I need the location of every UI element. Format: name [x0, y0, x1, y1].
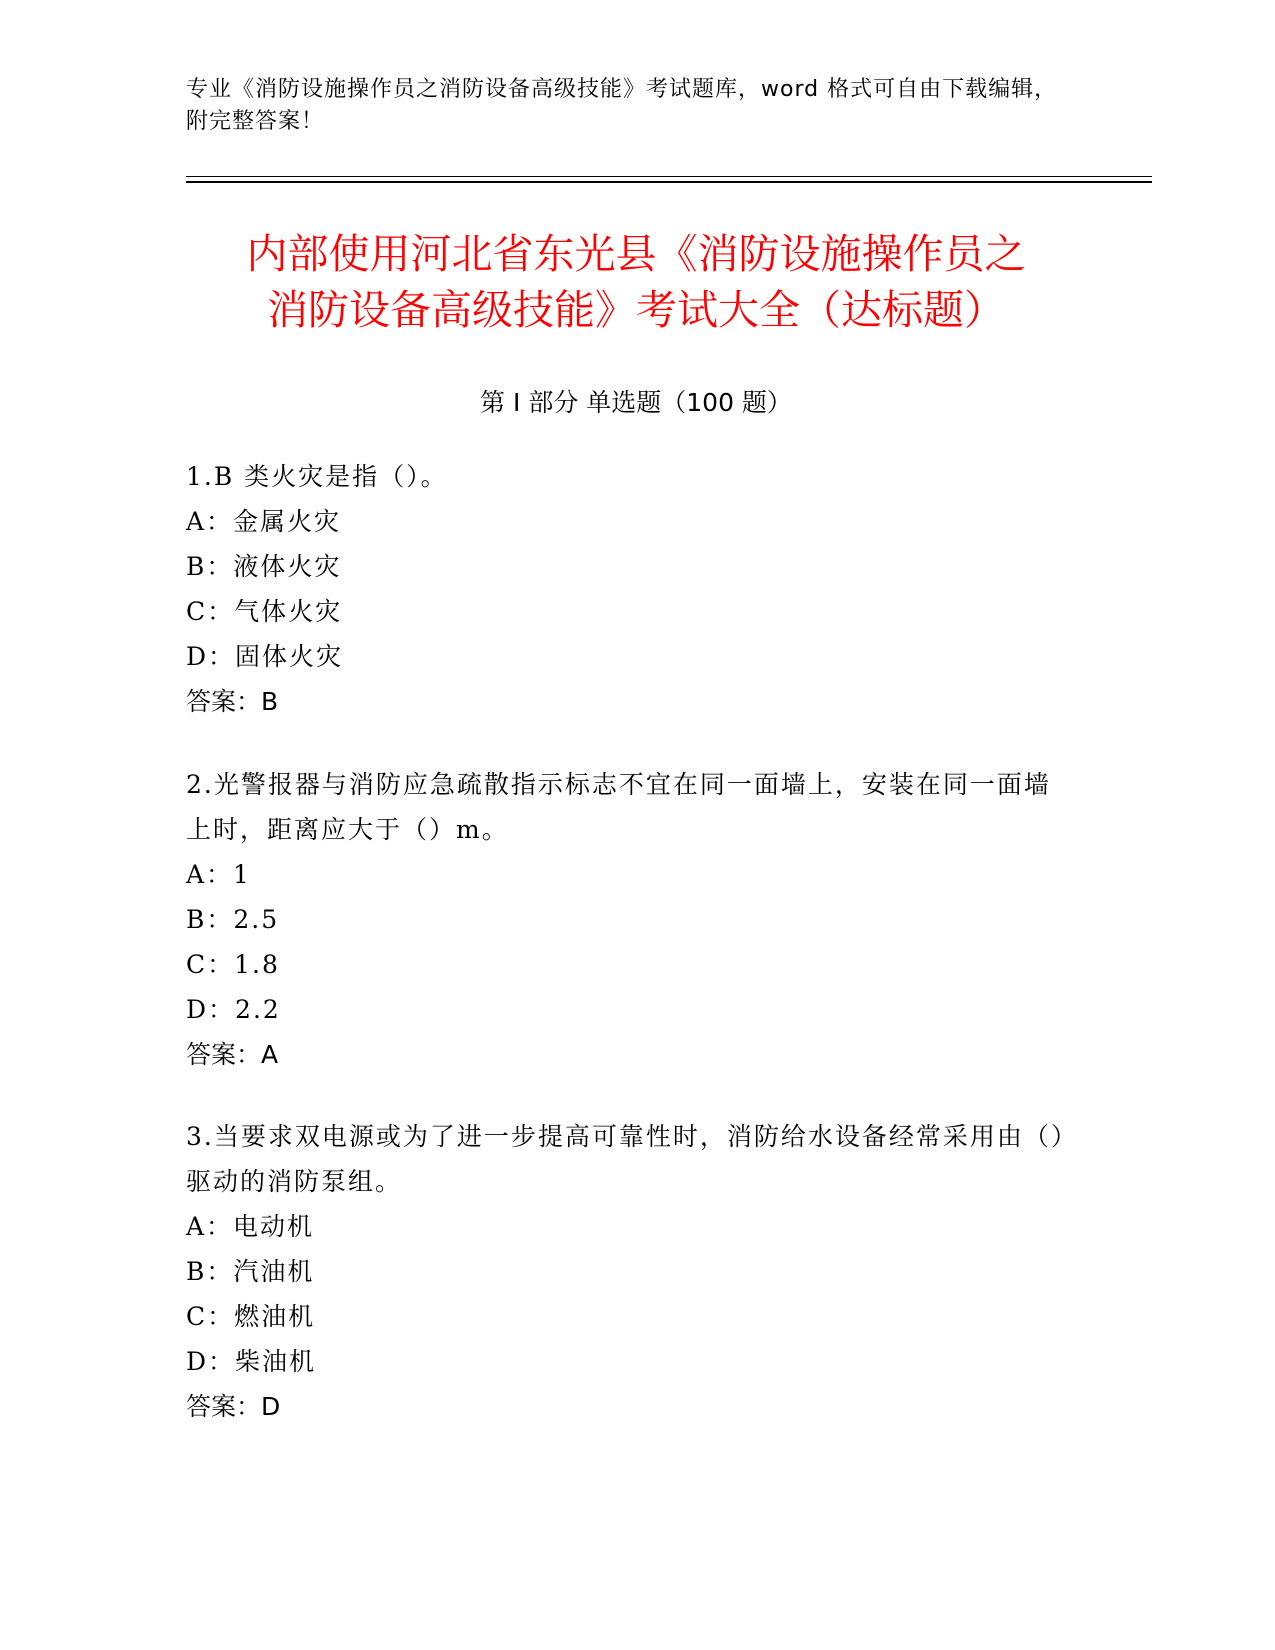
option-c: C：气体火灾 [186, 597, 343, 626]
header-divider-thin [186, 176, 1152, 177]
answer-text: 答案：A [186, 1040, 279, 1069]
answer-text: 答案：B [186, 687, 279, 716]
option-b: B：汽油机 [186, 1257, 315, 1286]
option-c: C：燃油机 [186, 1302, 316, 1331]
option-a: A：金属火灾 [186, 507, 342, 536]
document-title [186, 226, 1086, 338]
header-note: 专业《消防设施操作员之消防设备高级技能》考试题库，word 格式可自由下载编辑，附完整答案！ [186, 77, 1058, 134]
option-c: C：1.8 [186, 950, 280, 979]
question-text: 1.B 类火灾是指（）。 [186, 462, 448, 491]
option-b: B：液体火灾 [186, 552, 342, 581]
option-b: B：2.5 [186, 905, 280, 934]
question-text: 2.光警报器与消防应急疏散指示标志不宜在同一面墙上，安装在同一面墙上时，距离应大于（）m。 [186, 770, 1051, 844]
question-block [186, 454, 1066, 724]
option-a: A：电动机 [186, 1212, 315, 1241]
option-d: D：柴油机 [186, 1347, 317, 1376]
question-block [186, 1114, 1066, 1429]
document-title-line-2: 消防设备高级技能》考试大全（达标题） [267, 286, 1005, 334]
answer-text: 答案：D [186, 1392, 281, 1421]
section-heading: 第 I 部分 单选题（100 题） [480, 388, 792, 417]
option-d: D：2.2 [186, 995, 281, 1024]
header-divider-thick [186, 181, 1152, 183]
document-title-line-1: 内部使用河北省东光县《消防设施操作员之 [246, 230, 1026, 278]
option-d: D：固体火灾 [186, 642, 344, 671]
option-a: A：1 [186, 860, 251, 889]
question-block [186, 762, 1066, 1077]
question-text: 3.当要求双电源或为了进一步提高可靠性时，消防给水设备经常采用由（）驱动的消防泵组。 [186, 1122, 1066, 1196]
